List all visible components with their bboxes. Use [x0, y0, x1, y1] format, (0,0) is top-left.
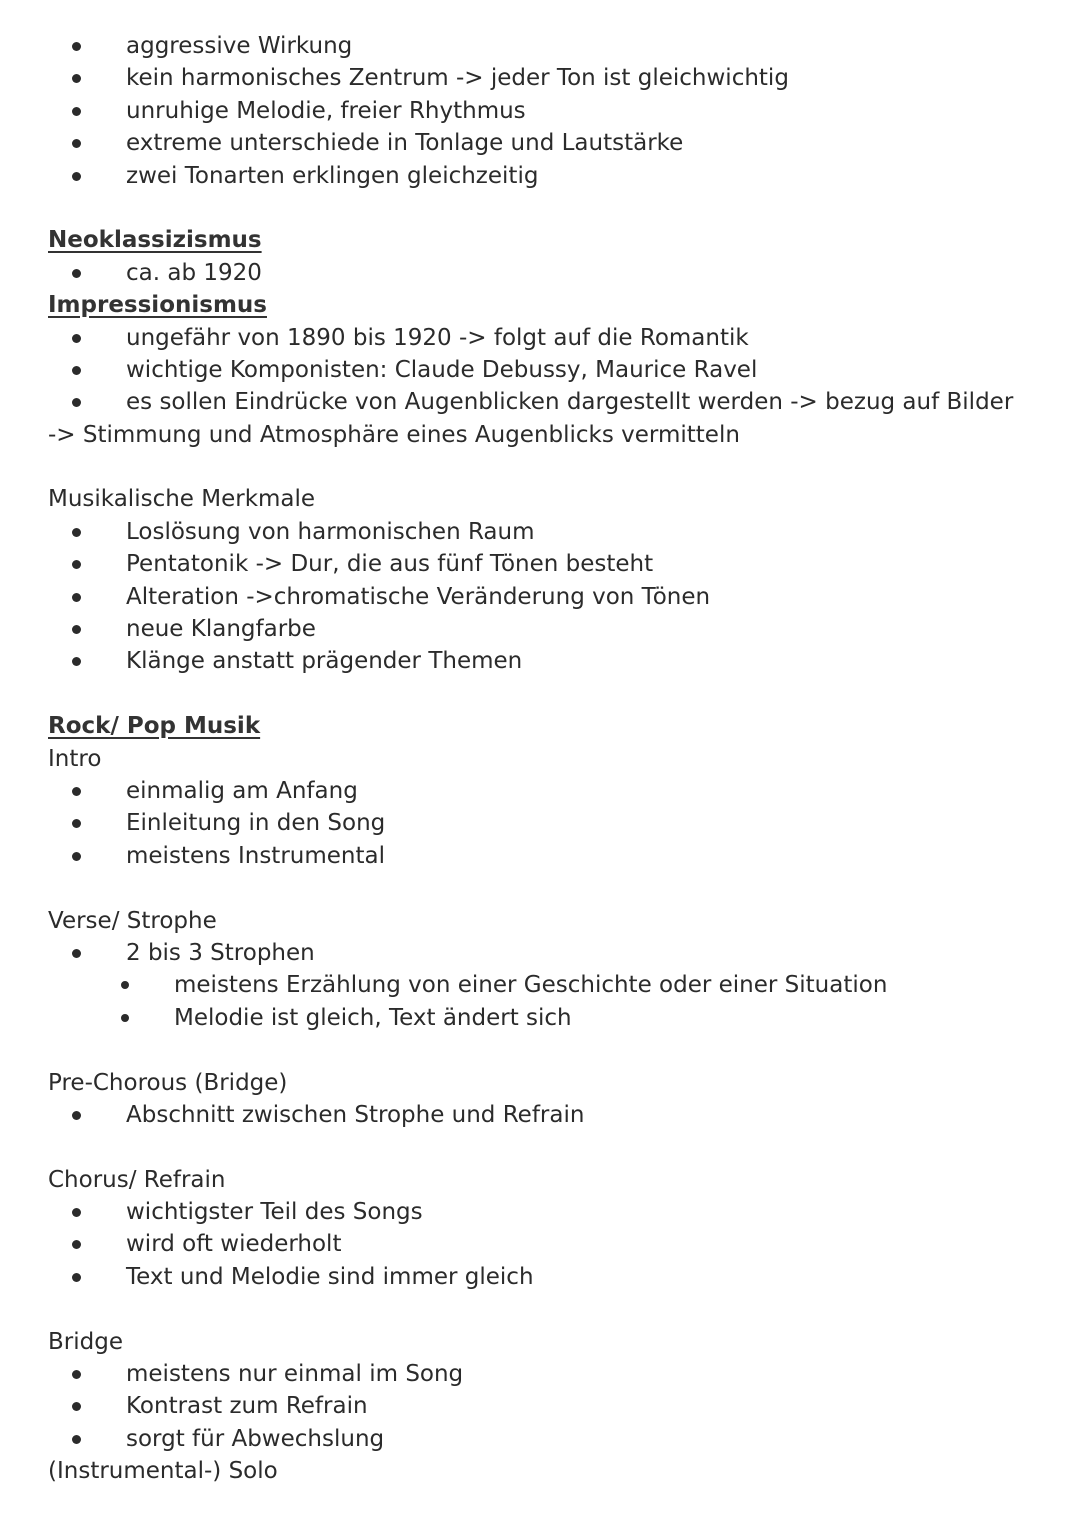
- list-item: wichtige Komponisten: Claude Debussy, Maurice Ravel: [0, 354, 1080, 386]
- list-item: unruhige Melodie, freier Rhythmus: [0, 95, 1080, 127]
- bullet-icon: [72, 398, 81, 407]
- intro-list: [0, 30, 1080, 192]
- list-item: zwei Tonarten erklingen gleichzeitig: [0, 160, 1080, 192]
- list-item: es sollen Eindrücke von Augenblicken dargestellt werden -> bezug auf Bilder: [0, 386, 1080, 418]
- bullet-icon: [72, 42, 81, 51]
- bullet-icon: [72, 528, 81, 537]
- list-item: 2 bis 3 Strophen: [0, 937, 1080, 969]
- sub-list-item: meistens Erzählung von einer Geschichte oder einer Situation: [0, 969, 1080, 1001]
- bullet-icon: [72, 366, 81, 375]
- list-item: wichtigster Teil des Songs: [0, 1196, 1080, 1228]
- bullet-icon: [72, 139, 81, 148]
- bullet-icon: [72, 593, 81, 602]
- subsection-title-bridge: Bridge: [48, 1328, 123, 1355]
- sub-list-item: Melodie ist gleich, Text ändert sich: [0, 1002, 1080, 1034]
- bullet-icon: [72, 334, 81, 343]
- bullet-icon: [72, 269, 81, 278]
- bullet-icon: [72, 787, 81, 796]
- bullet-icon: [72, 1435, 81, 1444]
- bullet-icon: [72, 1240, 81, 1249]
- list-item: Pentatonik -> Dur, die aus fünf Tönen besteht: [0, 548, 1080, 580]
- list-item: Alteration ->chromatische Veränderung von Tönen: [0, 581, 1080, 613]
- list-item: Abschnitt zwischen Strophe und Refrain: [0, 1099, 1080, 1131]
- list-item: Einleitung in den Song: [0, 807, 1080, 839]
- bullet-icon: [72, 1111, 81, 1120]
- bullet-icon: [72, 625, 81, 634]
- list-item: meistens nur einmal im Song: [0, 1358, 1080, 1390]
- list-item: Text und Melodie sind immer gleich: [0, 1261, 1080, 1293]
- list-item: ca. ab 1920: [0, 257, 1080, 289]
- bullet-icon: [72, 172, 81, 181]
- bullet-icon: [72, 560, 81, 569]
- bullet-icon: [72, 74, 81, 83]
- list-item: neue Klangfarbe: [0, 613, 1080, 645]
- list-item: einmalig am Anfang: [0, 775, 1080, 807]
- list-item: sorgt für Abwechslung: [0, 1423, 1080, 1455]
- bullet-icon: [72, 1273, 81, 1282]
- list-item: Kontrast zum Refrain: [0, 1390, 1080, 1422]
- note-line: -> Stimmung und Atmosphäre eines Augenblicks vermitteln: [48, 421, 740, 448]
- bullet-icon: [121, 981, 129, 989]
- bullet-icon: [72, 852, 81, 861]
- subsection-title-merkmale: Musikalische Merkmale: [48, 486, 316, 513]
- bullet-icon: [72, 819, 81, 828]
- subsection-title-solo: (Instrumental-) Solo: [48, 1458, 278, 1485]
- list-item: extreme unterschiede in Tonlage und Lautstärke: [0, 127, 1080, 159]
- subsection-title-chorus: Chorus/ Refrain: [48, 1166, 226, 1193]
- bullet-icon: [72, 949, 81, 958]
- bullet-icon: [72, 107, 81, 116]
- subsection-title-prechorus: Pre-Chorous (Bridge): [48, 1069, 288, 1096]
- bullet-icon: [72, 1402, 81, 1411]
- subsection-title-verse: Verse/ Strophe: [48, 907, 217, 934]
- subsection-title-intro: Intro: [48, 745, 102, 772]
- section-heading-neoklassizismus: Neoklassizismus: [48, 227, 262, 254]
- section-heading-impressionismus: Impressionismus: [48, 292, 267, 319]
- bullet-icon: [72, 657, 81, 666]
- bullet-icon: [121, 1014, 129, 1022]
- section-heading-rockpop: Rock/ Pop Musik: [48, 713, 261, 740]
- list-item: meistens Instrumental: [0, 840, 1080, 872]
- bullet-icon: [72, 1370, 81, 1379]
- list-item: ungefähr von 1890 bis 1920 -> folgt auf die Romantik: [0, 322, 1080, 354]
- list-item: kein harmonisches Zentrum -> jeder Ton ist gleichwichtig: [0, 62, 1080, 94]
- bullet-icon: [72, 1208, 81, 1217]
- list-item: Loslösung von harmonischen Raum: [0, 516, 1080, 548]
- list-item: wird oft wiederholt: [0, 1228, 1080, 1260]
- list-item: aggressive Wirkung: [0, 30, 1080, 62]
- list-item: Klänge anstatt prägender Themen: [0, 645, 1080, 677]
